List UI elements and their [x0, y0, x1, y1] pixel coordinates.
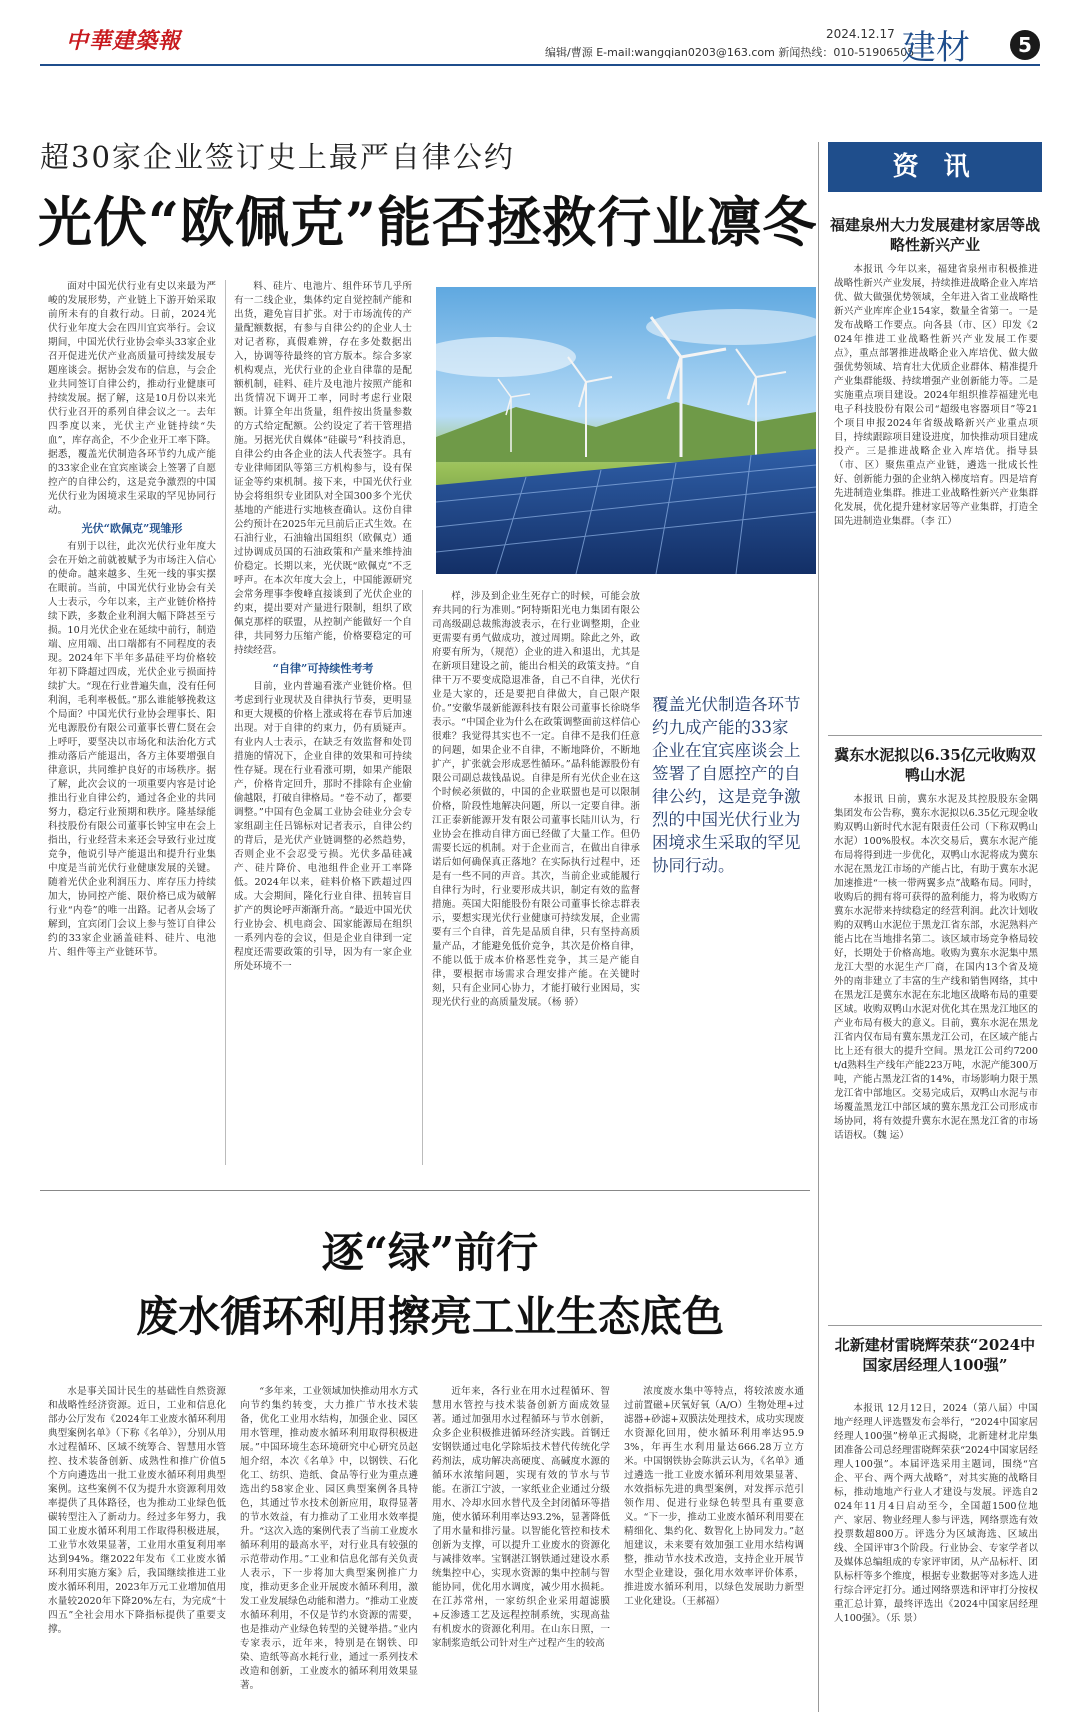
article2-paragraph: 近年来，各行业在用水过程循环、智慧用水管控与技术装备创新方面成效显著。通过加强用水过程循环与节水创新，众多企业积极推进循环经济实践。首钢迁安钢铁通过电化学除垢技术替代传统化学药剂法，成功解决高硬度、高碱度水源的循环水浓缩问题，实现有效的节水与节能。在浙江宁波，一家纸业企业通过分级用水、冷却水回水替代及全封闭循环等措施，使水循环利用率达93.2%，显著降低了用水量和排污量。以智能化管控和技术创新为支撑，可以提升工业废水的资源化与减排效率。宝钢湛江钢铁通过建设水系统集控中心，实现水资源的集中控制与智能协同，优化用水调度，减少用水损耗。在江苏常州，一家纺织企业采用超滤膜+反渗透工艺及远程控制系统，实现高盐有机废水的资源化利用。在山东日照，一家制浆造纸公司针对生产过程产生的较高	[432, 1386, 610, 1649]
article1-paragraph: 面对中国光伏行业有史以来最为严峻的发展形势，产业链上下游开始采取前所未有的自救行动。日前，2024光伏行业年度大会在四川宜宾举行。会议期间，中国光伏行业协会牵头33家企业召开促进光伏产业高质量可持续发展专题座谈会。据协会发布的信息，与会企业共同签订自律公约，推动行业健康可持续发展。据了解，这是10月份以来光伏行业召开的系列自律会议之一。去年四季度以来，光伏主产业链持续“失血”，库存高企，不少企业开工率下降。据悉，覆盖光伏制造各环节约九成产能的33家企业在宜宾座谈会上签署了自愿控产的自律公约，这是竞争激烈的中国光伏行业为困境求生采取的罕见协同行动。	[48, 281, 216, 516]
news1-title: 福建泉州大力发展建材家居等战略性新兴产业	[829, 216, 1040, 254]
news3-paragraph: 本报讯 12月12日，2024（第八届）中国地产经理人评选暨发布会举行，“2024中国家居经理人100强”榜单正式揭晓，北新建材北岸集团准备公司总经理雷晓辉荣获“2024中国家居经理人100强”。本届评选采用主题词，围绕“宫企、平台、两个两大战略”，对其实施的战略目标，推动地地产行业人才建设与发展。评选自2024年11月4日启动至今，全国超1500位地产、家居、物业经理人参与评选，网络票选有效投票数超800万。评选分为区域海选、区域出线、全国评审3个阶段。行业协会、专家学者以及媒体总编组成的专家评审团，从产品标杆、团队标杆等多个维度，根据专业数据等对多选人进行综合评定打分。通过网络票选和评审打分按权重汇总计算，最终评选出《2024中国家居经理人100强》。（乐 景）	[834, 1403, 1038, 1624]
column-divider	[422, 590, 423, 1165]
masthead-rule	[40, 64, 1040, 66]
article2-headline-line1: 逐“绿”前行	[321, 1228, 539, 1277]
page-number: 5	[1010, 30, 1040, 60]
article1-paragraph: 料、硅片、电池片、组件环节几乎所有一二线企业，集体约定自觉控制产能和出货，避免盲目扩张。对于市场流传的产量配额数据，有参与自律公约的企业人士对记者称，真假难辨，存在多处数据出入，协调等待最终的官方版本。综合多家机构观点，光伏行业的企业自律靠的是配额机制，硅料、硅片及电池片按照产能和出货情况下调开工率，同时考虑行业限额。计算全年出货量，组件按出货量参数的方式给定配额。公约设定了若干管理措施。另据光伏自媒体“硅碳号”科技消息，自律公约由各企业的法人代表签字。具有专业律师团队等第三方机构参与，设有保证金等约束机制。接下来，中国光伏行业协会将组织专业团队对全国300多个光伏基地的产能进行实地核查确认。这份自律公约预计在2025年元旦前后正式生效。在石油行业，石油输出国组织（欧佩克）通过协调成员国的石油政策和产量来维持油价稳定。长期以来，光伏既“欧佩克”不乏呼声。在本次年度大会上，中国能源研究会常务理事李俊峰直接谈到了光伏企业的约束，提出要对产量进行限制，组织了欧佩克那样的联盟，从控制产能做好一个自律，共同努力压缩产能，价格要稳定的可持续经营。	[234, 281, 412, 656]
article2-paragraph: 浓度废水集中等特点，将较浓废水通过前置磁+厌氧好氧（A/O）生物处理+过滤器+砂滤+双膜法处理技术，成功实现废水资源化回用，使水循环利用率达95.93%，年再生水利用量达666.28万立方米。中国钢铁协会陈洪云认为，《名单》通过遴选一批工业废水循环利用效果显著、水效指标先进的典型案例，对发挥示范引领作用、促进行业绿色转型具有重要意义。“下一步，推动工业废水循环利用要在精细化、集约化、数智化上协同发力。”赵旭建议，未来要有效加强工业用水结构调整，推动节水技术改造，支持企业开展节水型企业建设，强化用水效率评价体系，推进废水循环利用，以绿色发展助力新型工业化建设。（王郝福）	[624, 1386, 804, 1607]
article1-subhead: 超30家企业签订史上最严自律公约	[40, 140, 515, 174]
article2-column-1	[48, 1385, 226, 1703]
article1-column-2	[234, 280, 412, 1165]
sidebar-rule	[828, 1325, 1042, 1326]
article2-column-4	[624, 1385, 804, 1703]
column-divider	[225, 280, 226, 1165]
article1-subheading-2: “自律”可持续性考考	[272, 662, 374, 675]
article1-paragraph: 有别于以往，此次光伏行业年度大会在开始之前就被赋予为市场注入信心的使命。越来越多、生死一线的事实摆在眼前。当前，中国光伏行业协会有关人士表示，今年以来，主产业链价格持续下跌，多数企业利润大幅下降甚至亏损。10月光伏企业在延续中前行，制造端、应用端、出口端都有不同程度的表现。2024年下半年多晶硅平均价格较年初下降超过四成，光伏企业亏损面持续扩大。“现在行业普遍失血，没有任何利润，毛利率极低。”那么谁能够挽救这个局面？中国光伏行业协会理事长、阳光电源股份有限公司董事长曹仁贤在会上呼吁，要坚决以市场化和法治化方式推动落后产能退出，各方主体要增强自律意识，共同维护良好的市场秩序。据了解，此次会议的一项重要内容是讨论推出行业自律公约，通过各企业的共同努力，稳定行业预期和秩序。隆基绿能科技股份有限公司董事长钟宝申在会上指出，行业经营未来还会导致行业过度竞争，他说引导产能退出和提升行业集中度是当前光伏行业健康发展的关键。随着光伏企业利润压力、库存压力持续加大，协同控产能、限价格已成为破解行业“内卷”的唯一出路。记者从会场了解到，宜宾闭门会议上参与签订自律公约的33家企业涵盖硅料、硅片、电池片、组件等主产业链环节。	[48, 541, 216, 958]
article1-paragraph: 目前，业内普遍看涨产业链价格。但考虑到行业现状及自律执行节奏，更明显和更大规模的价格上涨或将在春节后加速出现。对于自律的约束力，仍有质疑声。有业内人士表示，在缺乏有效监督和处罚措施的情况下，企业自律的效果和可持续性存疑。现在行业看涨可期，如果产能限产，价格肯定回升，那时不排除有企业偷偷越限，打破自律格局。“卷不动了，都要调整。”中国有色金属工业协会硅业分会专家组副主任吕锦标对记者表示，自律公约的背后，是光伏产业链调整的必然趋势，否则企业不会忍受亏损。光伏多晶硅减产、硅片降价、电池组件企业开工率降低。2024年以来，硅料价格下跌超过四成。大会期间，隆化行业自律、扭转盲目扩产的舆论呼声渐渐升高。“最近中国光伏行业协会、机电商会、国家能源局在组织一系列内卷的会议，但是企业自律到一定程度还需要政策的引导，因为有一家企业所处环境不一	[234, 681, 412, 972]
pull-quote: 覆盖光伏制造各环节约九成产能的33家企业在宜宾座谈会上签署了自愿控产的自律公约，这是竞争激烈的中国光伏行业为困境求生采取的罕见协同行动。	[652, 695, 801, 875]
sidebar-divider	[818, 142, 819, 1712]
solar-wind-photo	[436, 287, 816, 574]
issue-date: 2024.12.17	[826, 27, 895, 41]
news2-paragraph: 本报讯 日前，冀东水泥及其控股股东金隅集团发布公告称，冀东水泥拟以6.35亿元现金收购双鸭山新时代水泥有限责任公司（下称双鸭山水泥）100%股权。本次交易后，冀东水泥产能布局将得到进一步优化，双鸭山水泥将成为冀东水泥在黑龙江市场的产能占比，有助于冀东水泥加速推进“一核一带两翼多点”战略布局。同时，收购后的拥有将可获得的盈利能力，将为收购方冀东水泥带来持续稳定的经营利润。此次计划收购的双鸭山水泥位于黑龙江省东部，水泥熟料产能占比在当地排名第二。该区域市场竞争格局较好，长期处于价格高地。收购为冀东水泥集中黑龙江大型的水泥生产厂商，在国内13个省及境外的南非建立了丰富的生产线和销售网络，其中在黑龙江是冀东水泥在东北地区战略布局的重要区域。收购双鸭山水泥对优化其在黑龙江地区的产业布局有极大的意义。目前，冀东水泥在黑龙江省内仅布局有冀东黑龙江公司，在区域产能占比上还有很大的提升空间。黑龙江公司约7200t/d熟料生产线年产能223万吨，水泥产能300万吨，产能占黑龙江省的14%，市场影响力限于黑龙江省中部地区。交易完成后，双鸭山水泥与市场覆盖黑龙江中部区域的冀东黑龙江公司形成市场协同，将有效提升冀东水泥在黑龙江省的市场话语权。（魏 运）	[834, 794, 1038, 1141]
article2-column-2	[240, 1385, 418, 1703]
news3-title: 北新建材雷晓辉荣获“2024中国家居经理人100强”	[834, 1336, 1036, 1374]
editor-contact: 编辑/曹源 E-mail:wangqian0203@163.com 新闻热线：010-51906505	[545, 46, 915, 59]
news2-body	[834, 793, 1038, 1313]
article1-column-3	[432, 590, 640, 1165]
article1-column-1	[48, 280, 216, 1165]
article2-column-3	[432, 1385, 610, 1703]
masthead-logo: 中華建築報	[66, 28, 182, 54]
article1-subheading-1: 光伏“欧佩克”现雏形	[81, 522, 183, 535]
article2-headline-line2: 废水循环利用擦亮工业生态底色	[135, 1292, 724, 1341]
solar-wind-illustration	[436, 287, 816, 574]
article-separator	[40, 1190, 810, 1191]
article1-paragraph: 样，涉及到企业生死存亡的时候，可能会放弃共同的行为准则。”阿特斯阳光电力集团有限公司高级副总裁熊海波表示，在行业调整期，企业更需要有勇气做成功，渡过周期。除此之外，政府要有所为，（规范）企业的进入和退出，尤其是在新项目建设之前，能出台相关的政策支持。“自律干万不要变成隐退准备，自己不自律，光伏行业是大家的，还是要把自律做大，自己限产限价。”安徽华晟新能源科技有限公司董事长徐晓华表示。“中国企业为什么在政策调整面前这样信心很难？我觉得其实也不一定。自律不是我们任意的问题，如果企业不自律，不断地降价，不断地扩产，扩张就会形成恶性循环。”晶科能源股份有限公司副总裁钱晶说。自律是所有光伏企业在这个时候必须做的，中国的企业联盟也是可以限制价格，阶段性地解决问题，所以一定要自律。浙江正泰新能源开发有限公司董事长陆川认为，行业协会在推动自律方面已经做了大量工作。但仍需要长远的机制。对于企业而言，在做出自律承诺后如何确保真正落地？在实际执行过程中，还是有一些不同的声音。其次，当前企业或能履行自律行为时，行业要形成共识，制定有效的监督措施。英国大阳能股份有限公司董事长徐志群表示，要想实现光伏行业健康可持续发展，企业需要有三个自律，首先是品质自律，只有坚持高质量产品，才能避免低价竞争，其次是价格自律，不能以低于成本价格恶性竞争，其三是产能自律，要根据市场需求合理安排产能。在关键时刻，只有企业同心协力，才能打破行业困局，实现光伏行业的高质量发展。（杨 骄）	[432, 591, 640, 1008]
news3-body	[834, 1402, 1038, 1702]
sidebar-header: 资 讯	[828, 142, 1042, 192]
sidebar-rule	[828, 735, 1042, 736]
news1-body	[834, 263, 1038, 723]
section-name: 建材	[902, 28, 970, 68]
news2-title: 冀东水泥拟以6.35亿元收购双鸭山水泥	[834, 746, 1036, 784]
article2-paragraph: “多年来，工业领域加快推动用水方式向节约集约转变，大力推广节水技术装备，优化工业用水结构，加强企业、园区用水管理，推动废水循环利用取得积极进展。”中国环境生态环境研究中心研究员赵旭介绍，本次《名单》中，以钢铁、石化化工、纺织、造纸、食品等行业为重点遴选出约58家企业、园区典型案例各具特色，其通过节水技术创新应用，取得显著的节水效益，有力推动了工业用水效率提升。“这次入选的案例代表了当前工业废水循环利用的最高水平，对行业具有较强的示范带动作用。”工业和信息化部有关负责人表示，下一步将加大典型案例推广力度，推动更多企业开展废水循环利用，激发工业发展绿色动能和潜力。“推动工业废水循环利用，不仅是节约水资源的需要，也是推动产业绿色转型的关键举措。”业内专家表示，近年来，特别是在钢铁、印染、造纸等高水耗行业，通过一系列技术改造和创新，工业废水的循环利用效果显著。	[240, 1386, 418, 1691]
news1-paragraph: 本报讯 今年以来，福建省泉州市积极推进战略性新兴产业发展，持续推进战略企业入库培优、做大做强优势领域，全年进入省工业战略性新兴产业库库企业154家，数量全省第一。一是发布战略工作要点。向各县（市、区）印发《2024年推进工业战略性新兴产业发展工作要点》，重点部署推进战略企业入库培优、做大做强优势领域、培育壮大优质企业群体、精准提升产业集群能级、持续增强产业创新能力等。二是实施重点项目建设。2024年组织推荐福建光电电子科技股份有限公司“超级电容器项目”等21个项目申报2024年省级战略新兴产业重点项目，持续跟踪项目建设进度，加快推动项目建成投产。三是推进战略企业入库培优。指导县（市、区）聚焦重点产业链，遴选一批成长性好、创新能力强的企业纳入梯度培育。四是培育先进制造业集群。推进工业战略性新兴产业集群化发展，优化提升建材家居等产业集群，打造全国先进制造业集群。（李 江）	[834, 264, 1038, 527]
article1-headline: 光伏“欧佩克”能否拯救行业凛冬	[38, 190, 818, 254]
article2-paragraph: 水是事关国计民生的基础性自然资源和战略性经济资源。近日，工业和信息化部办公厅发布《2024年工业废水循环利用典型案例名单》（下称《名单》），分别从用水过程循环、区域不统筹合、智慧用水管控、技术装备创新、成熟性和推广价值5个方向遴选出一批工业废水循环利用典型案例。这些案例不仅为提升水资源利用效率提供了具体路径，也为推动工业绿色低碳转型注入了新动力。经过多年努力，我国工业废水循环利用工作取得积极进展，工业节水效果显著，工业用水重复利用率达到94%。继2022年发布《工业废水循环利用实施方案》后，我国继续推进工业废水循环利用，2023年万元工业增加值用水量较2020年下降20%左右，为完成“十四五”全社会用水下降指标提供了重要支撑。	[48, 1386, 226, 1635]
